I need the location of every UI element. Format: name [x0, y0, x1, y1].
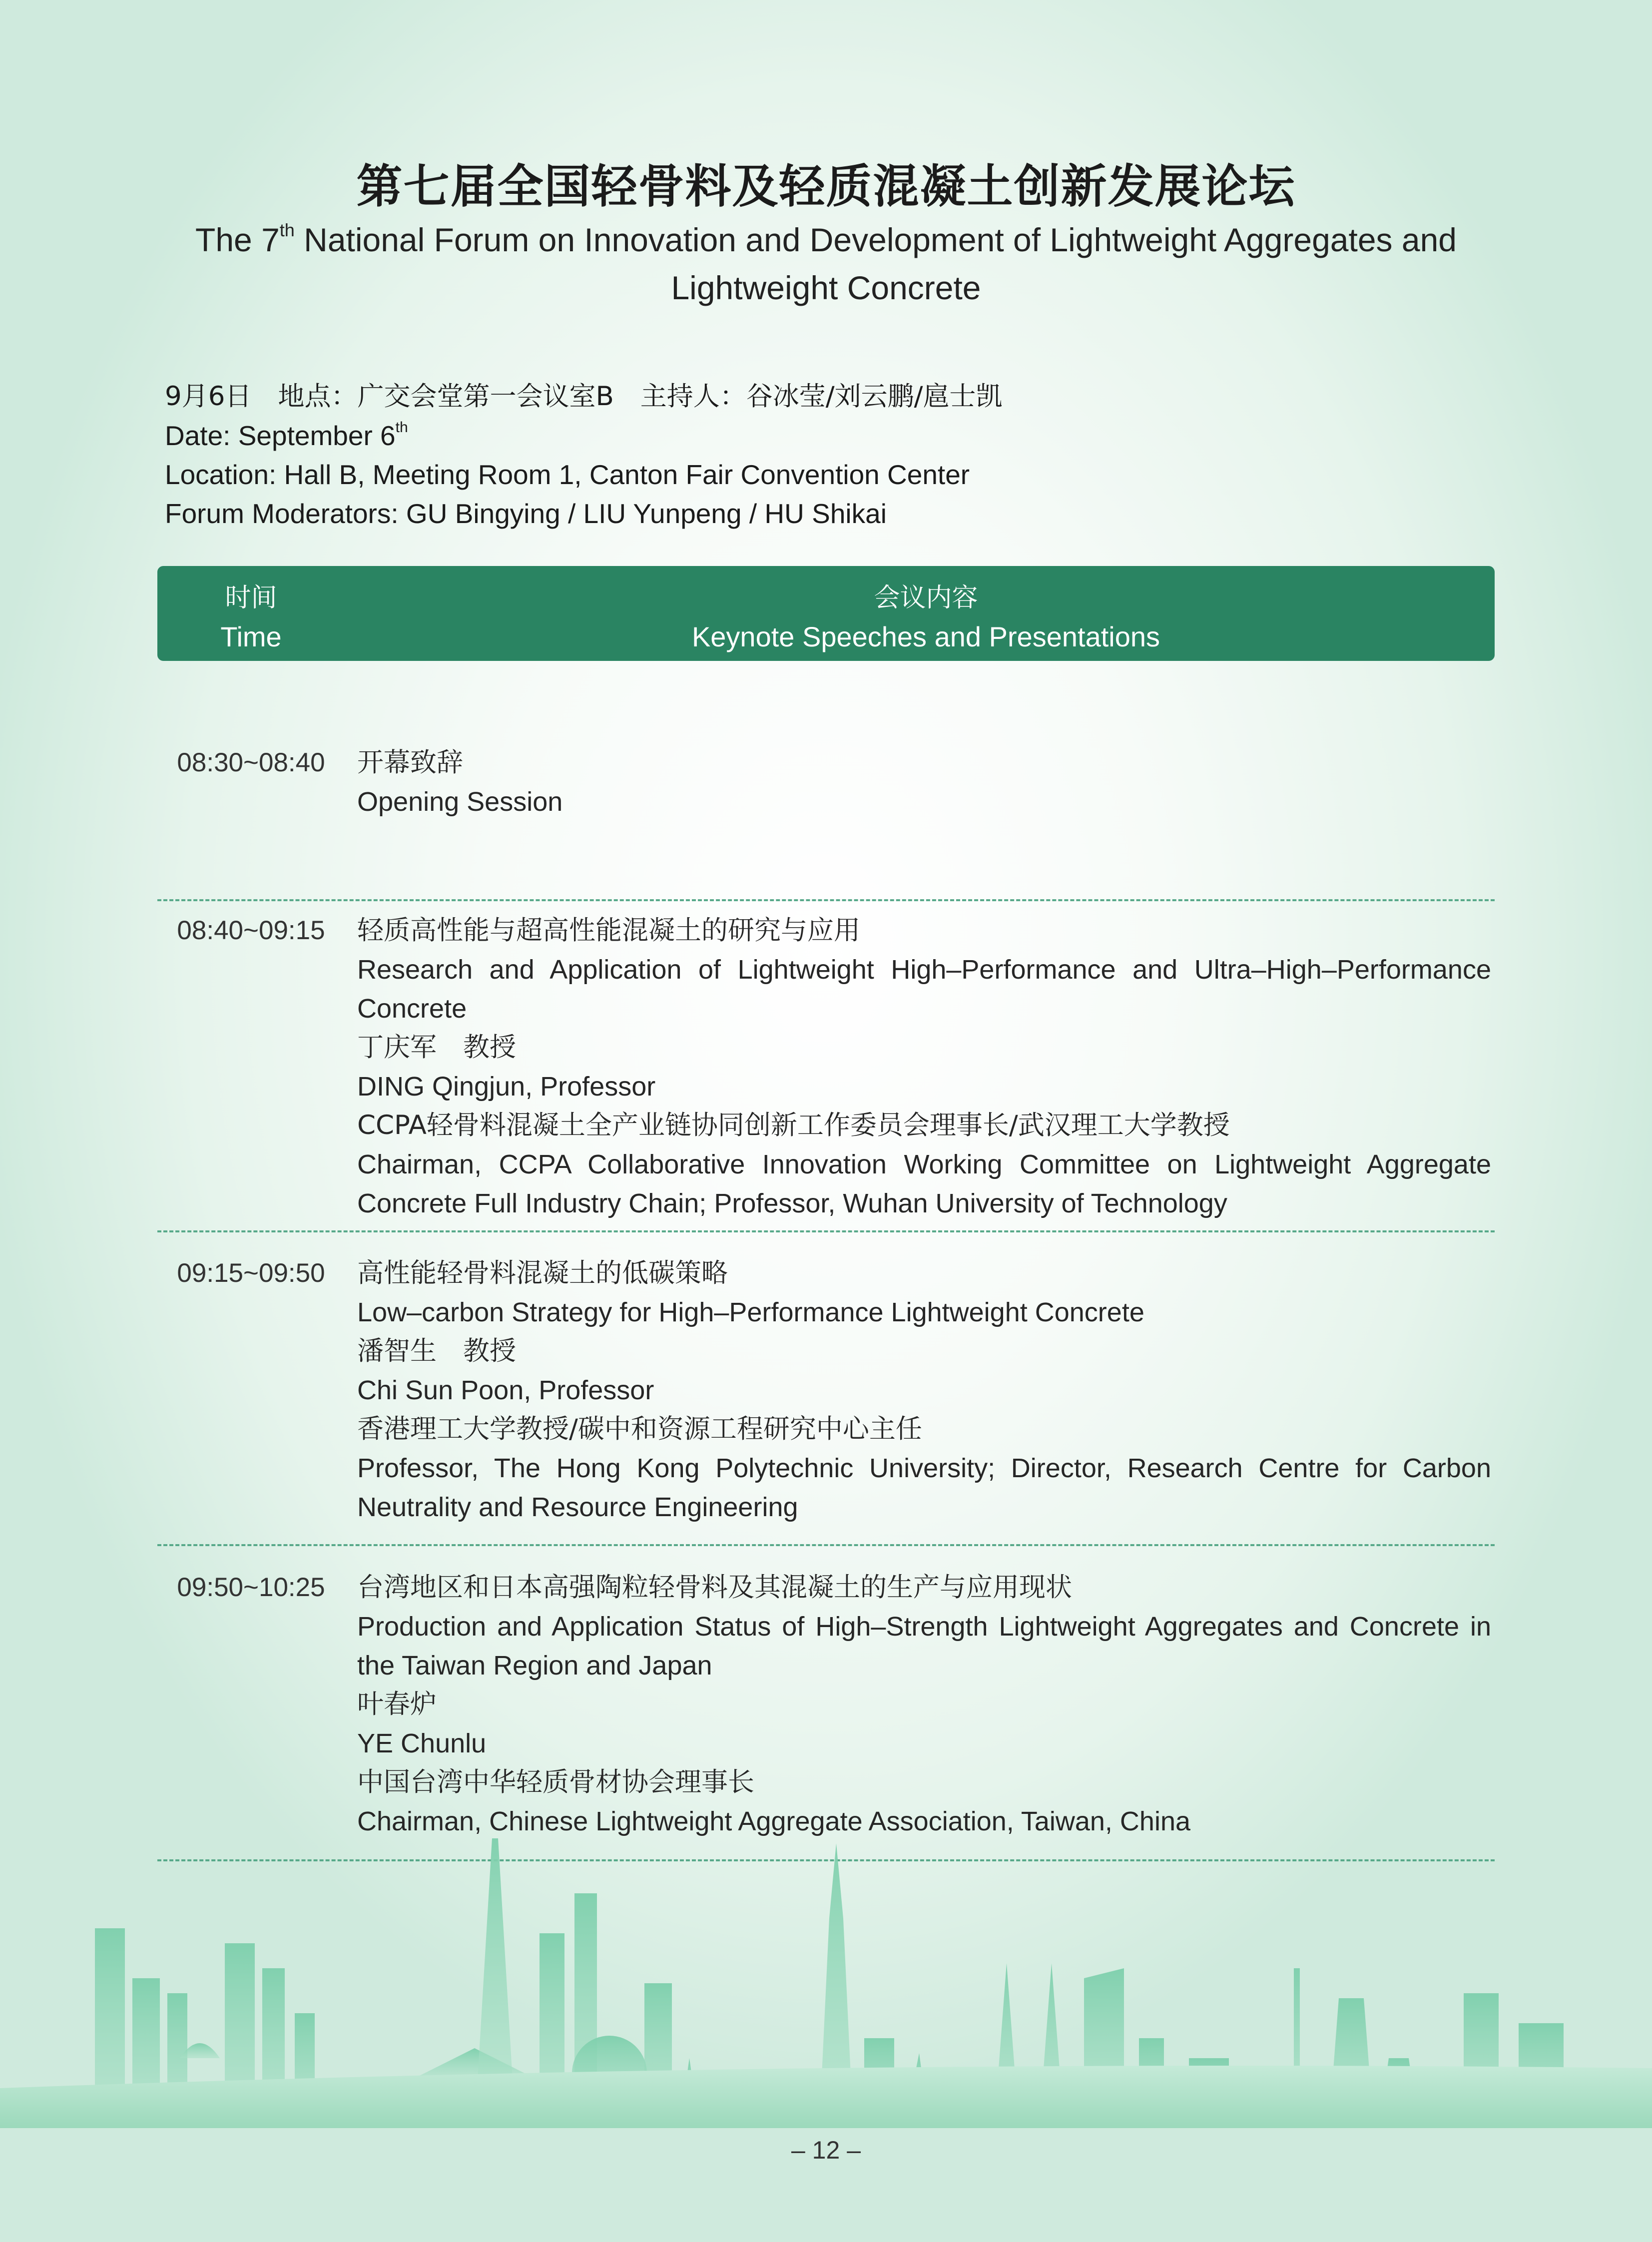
session-date-sup: th	[395, 419, 408, 436]
talk-title-cn: 高性能轻骨料混凝土的低碳策略	[357, 1258, 728, 1288]
affiliation-cn: CCPA轻骨料混凝土全产业链协同创新工作委员会理事长/武汉理工大学教授	[357, 1110, 1230, 1140]
speaker-cn: 丁庆军 教授	[357, 1032, 516, 1063]
speaker-en: Chi Sun Poon, Professor	[357, 1375, 654, 1405]
forum-title-en	[157, 216, 1495, 312]
agenda-time: 09:50~10:25	[177, 1573, 325, 1602]
forum-title-en-sup: th	[279, 220, 295, 240]
affiliation-en: Professor, The Hong Kong Polytechnic University; Director, Research Centre for Carbon Neutrality and Resource Engineering	[357, 1453, 1491, 1522]
talk-title-en: Low–carbon Strategy for High–Performance Lightweight Concrete	[357, 1297, 1144, 1327]
agenda-content	[357, 911, 1491, 1223]
header-time-en: Time	[220, 621, 282, 652]
talk-title-en: Production and Application Status of High–Strength Lightweight Aggregates and Concrete in the Taiwan Region and Japan	[357, 1612, 1491, 1681]
header-content-column	[357, 578, 1495, 656]
speaker-cn: 叶春炉	[357, 1689, 437, 1719]
forum-title-en-part1: The 7	[195, 221, 280, 258]
affiliation-en: Chairman, Chinese Lightweight Aggregate Association, Taiwan, China	[357, 1806, 1191, 1836]
talk-title-cn: 轻质高性能与超高性能混凝土的研究与应用	[357, 915, 860, 946]
agenda-time: 09:15~09:50	[177, 1258, 325, 1288]
agenda-time: 08:40~09:15	[177, 916, 325, 945]
forum-title-en-part2: National Forum on Innovation and Development of Lightweight Aggregates and Lightweight Concrete	[294, 221, 1457, 306]
talk-title-cn: 开幕致辞	[357, 747, 463, 778]
talk-title-cn: 台湾地区和日本高强陶粒轻骨料及其混凝土的生产与应用现状	[357, 1572, 1072, 1603]
session-moderators: Forum Moderators: GU Bingying / LIU Yunpeng / HU Shikai	[165, 498, 887, 529]
session-date	[165, 416, 1514, 455]
session-location: Location: Hall B, Meeting Room 1, Canton Fair Convention Center	[165, 459, 970, 490]
header-time-cn: 时间	[225, 583, 277, 613]
affiliation-cn: 中国台湾中华轻质骨材协会理事长	[357, 1767, 754, 1797]
row-divider	[157, 1544, 1495, 1546]
speaker-en: DING Qingjun, Professor	[357, 1072, 656, 1102]
agenda-table-header	[157, 566, 1495, 661]
row-divider	[157, 1230, 1495, 1232]
session-info-cn: 9月6日 地点：广交会堂第一会议室B 主持人：谷冰莹/刘云鹏/扈士凯	[165, 381, 1003, 412]
affiliation-cn: 香港理工大学教授/碳中和资源工程研究中心主任	[357, 1414, 922, 1444]
affiliation-en: Chairman, CCPA Collaborative Innovation Working Committee on Lightweight Aggregate Concrete Full Industry Chain; Professor, Wuhan University of Technology	[357, 1149, 1491, 1218]
session-info	[165, 377, 1514, 533]
speaker-cn: 潘智生 教授	[357, 1336, 516, 1366]
speaker-en: YE Chunlu	[357, 1728, 487, 1758]
talk-title-en: Research and Application of Lightweight High–Performance and Ultra–High–Performance Concrete	[357, 955, 1491, 1024]
talk-title-en: Opening Session	[357, 787, 563, 817]
forum-title-cn: 第七届全国轻骨料及轻质混凝土创新发展论坛	[356, 160, 1296, 213]
header-content-cn: 会议内容	[874, 583, 978, 613]
page-number: – 12 –	[791, 2136, 861, 2164]
header-content-en: Keynote Speeches and Presentations	[691, 621, 1160, 652]
agenda-content	[357, 743, 1491, 821]
city-skyline-illustration	[0, 1778, 1652, 2128]
agenda-content	[357, 1254, 1491, 1527]
row-divider	[157, 899, 1495, 901]
session-date-text: Date: September 6	[165, 420, 396, 451]
header-time-column	[157, 578, 345, 656]
agenda-time: 08:30~08:40	[177, 748, 325, 777]
